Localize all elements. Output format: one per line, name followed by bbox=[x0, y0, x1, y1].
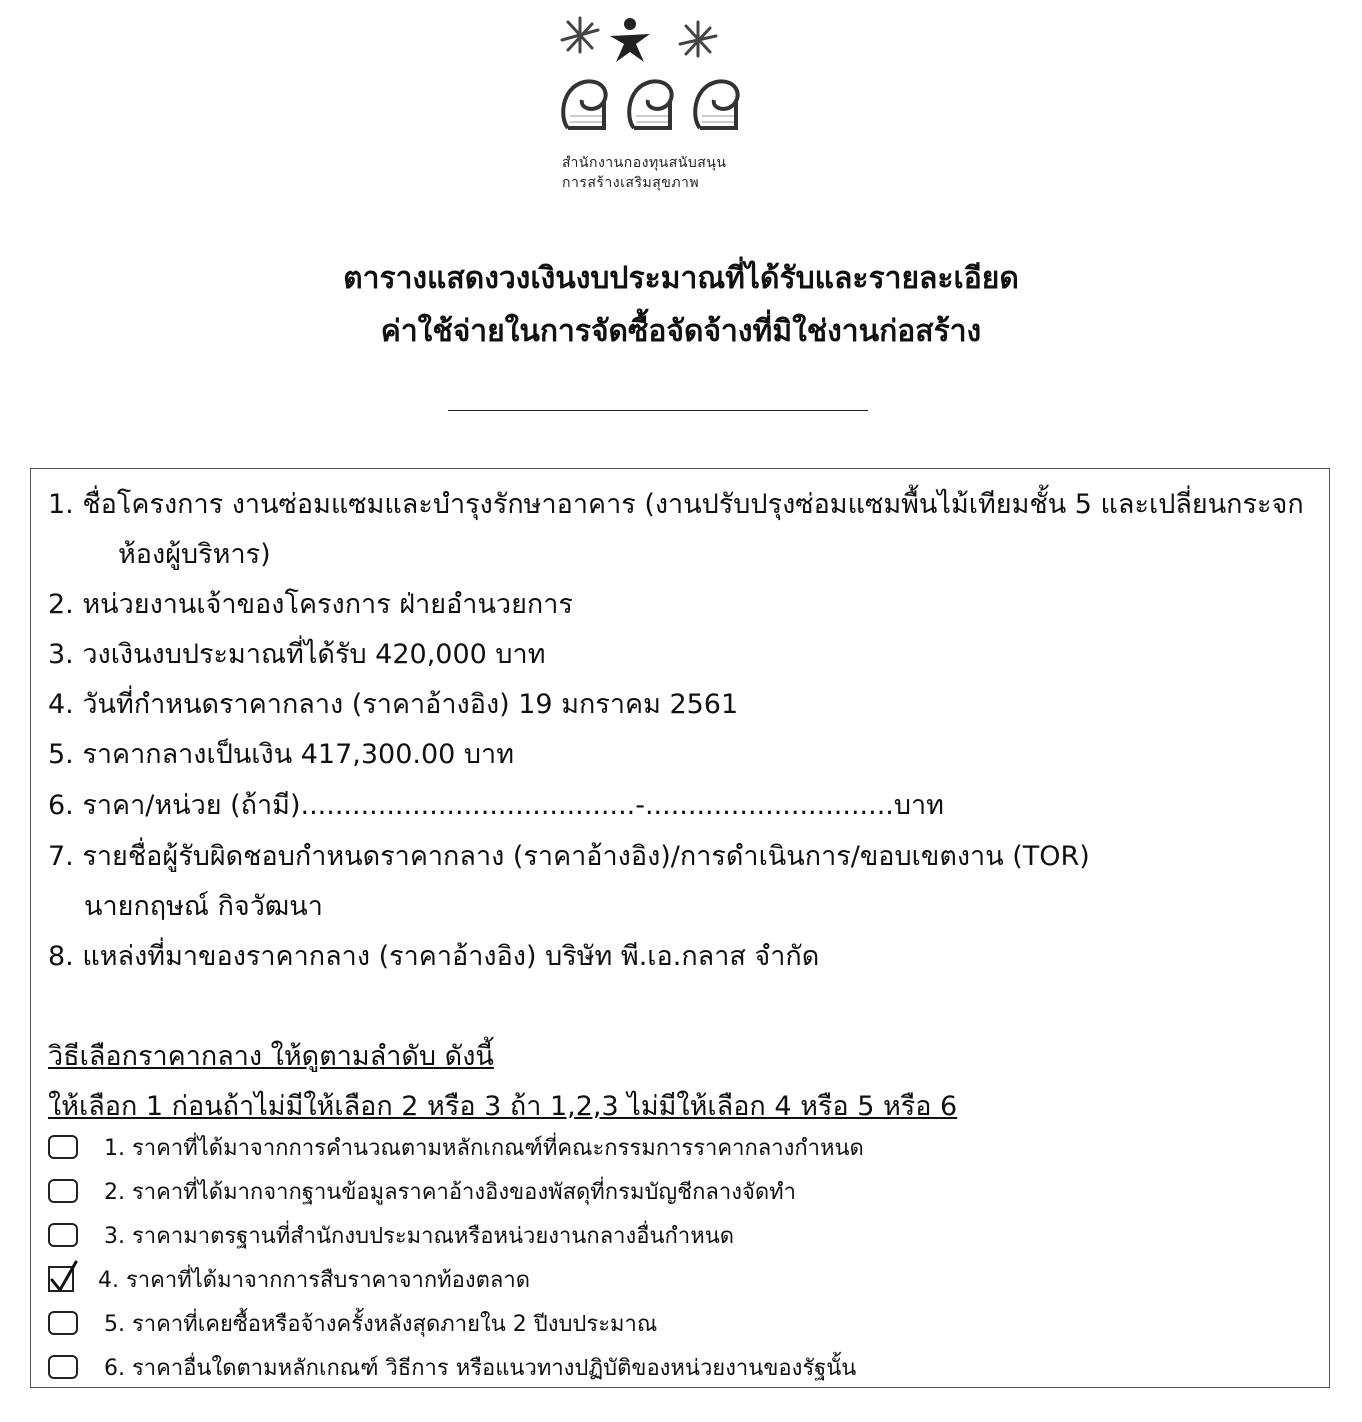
option-2[interactable] bbox=[48, 1174, 796, 1208]
checkbox-option-5[interactable] bbox=[48, 1311, 78, 1335]
logo bbox=[540, 10, 780, 190]
check-mark-icon bbox=[48, 1260, 78, 1294]
item-unit-price: 6. ราคา/หน่วย (ถ้ามี).......................................-.............................บาท bbox=[48, 790, 944, 821]
checkbox-option-1[interactable] bbox=[48, 1135, 78, 1159]
item-responsible-name: นายกฤษณ์ กิจวัฒนา bbox=[84, 891, 323, 922]
logo-subtitle-line1: สำนักงานกองทุนสนับสนุน bbox=[562, 155, 727, 171]
page-title-line2: ค่าใช้จ่ายในการจัดซื้อจัดจ้างที่มิใช่งานก่อสร้าง bbox=[380, 314, 982, 349]
title-divider bbox=[448, 410, 868, 411]
item-responsible: 7. รายชื่อผู้รับผิดชอบกำหนดราคากลาง (ราคาอ้างอิง)/การดำเนินการ/ขอบเขตงาน (TOR) bbox=[48, 841, 1090, 872]
option-3-label: 3. ราคามาตรฐานที่สำนักงบประมาณหรือหน่วยงานกลางอื่นกำหนด bbox=[104, 1223, 735, 1249]
method-heading: วิธีเลือกราคากลาง ให้ดูตามลำดับ ดังนี้ bbox=[48, 1041, 494, 1072]
item-project-name: 1. ชื่อโครงการ งานซ่อมแซมและบำรุงรักษาอาคาร (งานปรับปรุงซ่อมแซมพื้นไม้เทียมชั้น 5 และเปลี่ยนกระจก bbox=[48, 489, 1304, 520]
item-budget: 3. วงเงินงบประมาณที่ได้รับ 420,000 บาท bbox=[48, 639, 546, 670]
option-3[interactable] bbox=[48, 1218, 734, 1252]
option-4[interactable] bbox=[48, 1262, 530, 1296]
logo-mark-icon bbox=[540, 10, 780, 150]
checkbox-option-3[interactable] bbox=[48, 1223, 78, 1247]
option-1-label: 1. ราคาที่ได้มาจากการคำนวณตามหลักเกณฑ์ที่คณะกรรมการราคากลางกำหนด bbox=[104, 1135, 864, 1161]
option-6[interactable] bbox=[48, 1350, 856, 1384]
item-owner-unit: 2. หน่วยงานเจ้าของโครงการ ฝ่ายอำนวยการ bbox=[48, 589, 573, 620]
option-5[interactable] bbox=[48, 1306, 657, 1340]
option-2-label: 2. ราคาที่ได้มากจากฐานข้อมูลราคาอ้างอิงของพัสดุที่กรมบัญชีกลางจัดทำ bbox=[104, 1179, 797, 1205]
item-project-name-cont: ห้องผู้บริหาร) bbox=[118, 539, 271, 570]
checkbox-option-4-checked[interactable] bbox=[48, 1266, 74, 1292]
option-5-label: 5. ราคาที่เคยซื้อหรือจ้างครั้งหลังสุดภายใน 2 ปีงบประมาณ bbox=[104, 1311, 658, 1337]
page-title-line1: ตารางแสดงวงเงินงบประมาณที่ได้รับและรายละเอียด bbox=[343, 261, 1019, 296]
item-reference-date: 4. วันที่กำหนดราคากลาง (ราคาอ้างอิง) 19 มกราคม 2561 bbox=[48, 689, 739, 720]
logo-subtitle-line2: การสร้างเสริมสุขภาพ bbox=[562, 175, 700, 191]
method-instruction: ให้เลือก 1 ก่อนถ้าไม่มีให้เลือก 2 หรือ 3 ถ้า 1,2,3 ไม่มีให้เลือก 4 หรือ 5 หรือ 6 bbox=[48, 1091, 958, 1122]
option-1[interactable] bbox=[48, 1130, 864, 1164]
item-median-price: 5. ราคากลางเป็นเงิน 417,300.00 บาท bbox=[48, 739, 515, 770]
checkbox-option-2[interactable] bbox=[48, 1179, 78, 1203]
checkbox-option-6[interactable] bbox=[48, 1355, 78, 1379]
item-price-source: 8. แหล่งที่มาของราคากลาง (ราคาอ้างอิง) บริษัท พี.เอ.กลาส จำกัด bbox=[48, 941, 820, 972]
option-4-label: 4. ราคาที่ได้มาจากการสืบราคาจากท้องตลาด bbox=[98, 1267, 531, 1293]
option-6-label: 6. ราคาอื่นใดตามหลักเกณฑ์ วิธีการ หรือแนวทางปฏิบัติของหน่วยงานของรัฐนั้น bbox=[104, 1355, 857, 1381]
